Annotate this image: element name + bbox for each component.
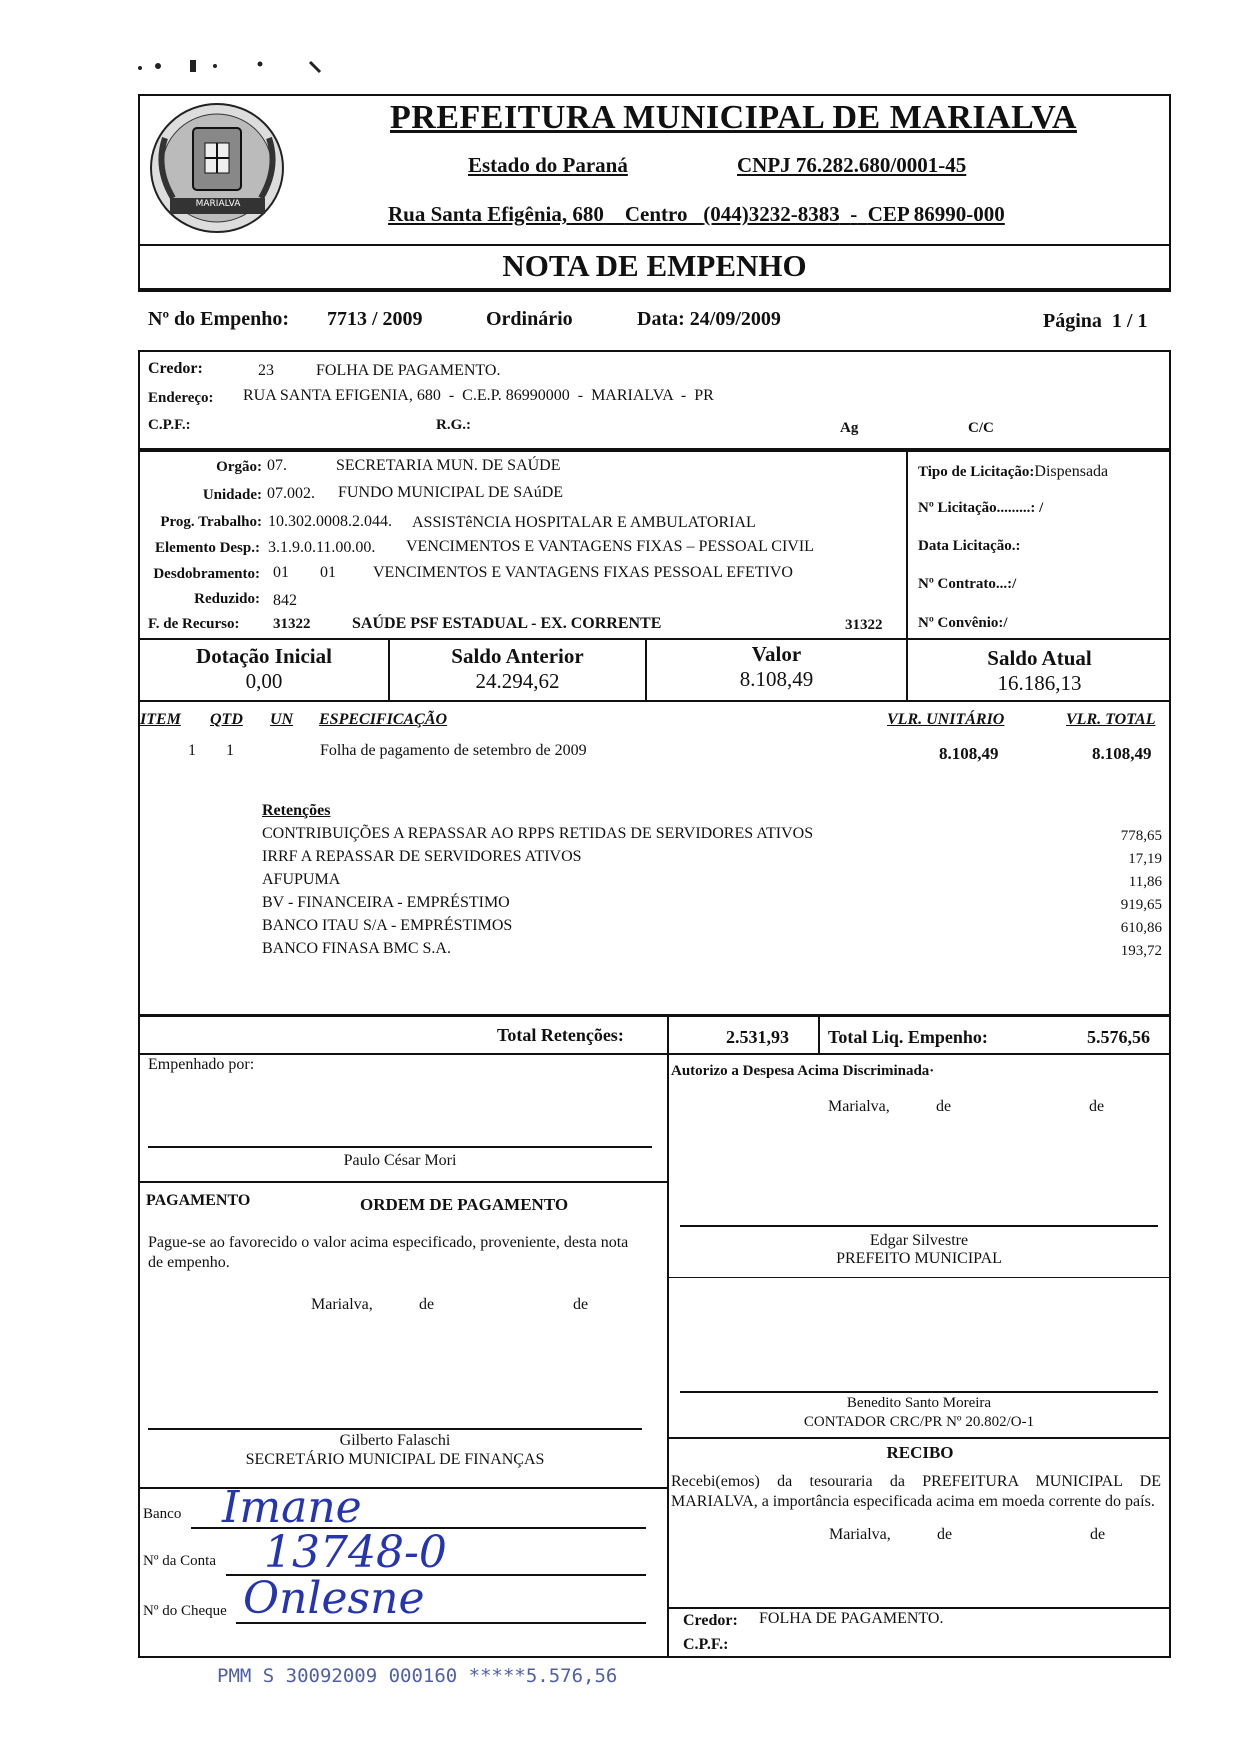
retencao-row: CONTRIBUIÇÕES A REPASSAR AO RPPS RETIDAS DE SERVIDORES ATIVOS 778,65: [262, 825, 1162, 844]
cnpj: CNPJ 76.282.680/0001-45: [737, 153, 967, 177]
page-title: PREFEITURA MUNICIPAL DE MARIALVA: [390, 99, 1077, 136]
totals-box: [138, 1015, 1171, 1055]
autorizo-de-2: de: [1089, 1098, 1105, 1115]
credor-code: 23: [258, 362, 274, 379]
retencao-row: BANCO FINASA BMC S.A. 193,72: [262, 940, 1162, 959]
prog-name: ASSISTêNCIA HOSPITALAR E AMBULATORIAL: [412, 514, 756, 531]
pagamento-label: PAGAMENTO: [146, 1192, 251, 1209]
item-total-value: 8.108,49: [1092, 744, 1152, 763]
desdob-a: 01: [273, 564, 289, 581]
desdob-name: VENCIMENTOS E VANTAGENS FIXAS PESSOAL EFETIVO: [373, 564, 793, 581]
licitacao-numero: Nº Licitação.........: /: [918, 500, 1044, 516]
state-name: Estado do Paraná: [468, 153, 628, 177]
prefeito-name: Edgar Silvestre: [869, 1232, 969, 1249]
recibo-credor-label: Credor:: [683, 1612, 738, 1629]
retencao-row: BV - FINANCEIRA - EMPRÉSTIMO 919,65: [262, 894, 1162, 913]
dotacao-cell: [140, 644, 388, 694]
retencoes-list: [262, 825, 1162, 963]
recibo-credor: FOLHA DE PAGAMENTO.: [759, 1610, 944, 1627]
elemento-code: 3.1.9.0.11.00.00.: [268, 539, 376, 556]
unidade-code: 07.002.: [267, 485, 315, 502]
prog-code: 10.302.0008.2.044.: [268, 513, 392, 530]
seal-text: MARIALVA: [195, 199, 241, 209]
pagamento-de-2: de: [573, 1296, 589, 1313]
item-unit-value: 8.108,49: [939, 744, 999, 763]
orgao-label: Orgão:: [216, 459, 262, 475]
elemento-name: VENCIMENTOS E VANTAGENS FIXAS – PESSOAL CIVIL: [406, 538, 814, 555]
dotacao-value: 0,00: [245, 669, 283, 693]
desdob-b: 01: [320, 564, 336, 581]
unidade-label: Unidade:: [202, 487, 262, 503]
unidade-name: FUNDO MUNICIPAL DE SAúDE: [338, 484, 564, 501]
retencao-row: IRRF A REPASSAR DE SERVIDORES ATIVOS 17,19: [262, 848, 1162, 867]
credor-address: RUA SANTA EFIGENIA, 680 - C.E.P. 86990000 - MARIALVA - PR: [243, 387, 714, 404]
licitacao-data: Data Licitação.:: [918, 538, 1021, 554]
document-title: NOTA DE EMPENHO: [502, 248, 807, 283]
orgao-name: SECRETARIA MUN. DE SAÚDE: [336, 457, 561, 474]
saldo-anterior-value: 24.294,62: [475, 669, 560, 693]
address-label: Endereço:: [148, 390, 214, 406]
conta-handwritten: 13748-0: [264, 1527, 447, 1578]
valor-value: 8.108,49: [739, 667, 814, 691]
banco-label: Banco: [143, 1506, 182, 1522]
pagamento-text: Pague-se ao favorecido o valor acima especificado, proveniente, desta nota de empenho.: [148, 1234, 629, 1271]
contador-title: CONTADOR CRC/PR Nº 20.802/O-1: [803, 1414, 1035, 1430]
autorizo-city: Marialva,: [828, 1098, 890, 1115]
reduzido: 842: [273, 592, 297, 609]
recibo-cpf-label: C.P.F.:: [683, 1636, 729, 1653]
orgao-code: 07.: [267, 457, 287, 474]
dotacao-label: Dotação Inicial: [196, 644, 332, 668]
recibo-de-2: de: [1090, 1526, 1106, 1543]
pagamento-city: Marialva,: [311, 1296, 373, 1313]
item-qtd: 1: [226, 742, 234, 759]
saldo-atual-label: Saldo Atual: [987, 646, 1092, 670]
credor-name: FOLHA DE PAGAMENTO.: [316, 362, 501, 379]
ordem-pagamento: ORDEM DE PAGAMENTO: [360, 1195, 569, 1214]
total-retencoes-value: 2.531,93: [726, 1027, 789, 1047]
cc-label: C/C: [968, 420, 994, 436]
elemento-label: Elemento Desp.:: [155, 540, 260, 556]
empenho-label: Nº do Empenho:: [148, 308, 290, 330]
ag-label: Ag: [840, 420, 859, 436]
saldo-anterior-label: Saldo Anterior: [451, 644, 584, 668]
empenhado-label: Empenhado por:: [148, 1056, 255, 1073]
address: Rua Santa Efigênia, 680 Centro (044)3232-8383 - CEP 86990-000: [388, 202, 1005, 226]
col-item: ITEM: [140, 711, 181, 728]
rg-label: R.G.:: [436, 417, 471, 433]
recurso-code-2: 31322: [845, 617, 883, 633]
item-number: 1: [188, 742, 196, 759]
total-liquido-value: 5.576,56: [1087, 1027, 1150, 1047]
retencoes-title: Retenções: [262, 802, 331, 819]
col-qtd: QTD: [210, 711, 243, 728]
empenho-number: 7713 / 2009: [327, 308, 423, 330]
total-liquido-label: Total Liq. Empenho:: [828, 1027, 988, 1047]
retencao-row: AFUPUMA 11,86: [262, 871, 1162, 890]
prefeito-title: PREFEITO MUNICIPAL: [836, 1250, 1002, 1267]
recibo-de-1: de: [937, 1526, 953, 1543]
pagamento-de-1: de: [419, 1296, 435, 1313]
cheque-label: Nº do Cheque: [143, 1603, 227, 1619]
recurso-code: 31322: [273, 616, 311, 632]
credor-label: Credor:: [148, 360, 203, 377]
prog-label: Prog. Trabalho:: [160, 514, 262, 530]
cpf-label: C.P.F.:: [148, 417, 191, 433]
contrato: Nº Contrato...:/: [918, 576, 1017, 592]
recibo-city: Marialva,: [829, 1526, 891, 1543]
saldo-atual-value: 16.186,13: [997, 671, 1082, 695]
item-spec: Folha de pagamento de setembro de 2009: [320, 742, 587, 759]
retencao-row: BANCO ITAU S/A - EMPRÉSTIMOS 610,86: [262, 917, 1162, 936]
saldo-anterior-cell: [390, 644, 645, 694]
empenho-type: Ordinário: [486, 308, 573, 330]
contador-name: Benedito Santo Moreira: [846, 1395, 992, 1411]
licitacao-tipo: Tipo de Licitação:Dispensada: [918, 463, 1109, 480]
page-number: Página 1 / 1: [1043, 310, 1148, 332]
recurso-name: SAÚDE PSF ESTADUAL - EX. CORRENTE: [352, 615, 662, 632]
recurso-label: F. de Recurso:: [148, 616, 240, 632]
banco-handwritten: Imane: [222, 1482, 362, 1533]
reduzido-label: Reduzido:: [194, 591, 260, 607]
col-unit: VLR. UNITÁRIO: [887, 711, 1005, 728]
empenho-date: Data: 24/09/2009: [637, 308, 781, 330]
convenio: Nº Convênio:/: [918, 615, 1008, 631]
saldo-atual-cell: [908, 646, 1171, 696]
valor-label: Valor: [751, 642, 802, 666]
municipal-seal: [145, 98, 290, 238]
conta-label: Nº da Conta: [143, 1553, 216, 1569]
col-un: UN: [270, 711, 294, 728]
secretario-name: Gilberto Falaschi: [339, 1432, 451, 1449]
scan-speckles: [130, 50, 330, 80]
autorizo-text: Autorizo a Despesa Acima Discriminada·: [671, 1063, 935, 1079]
recibo-title: RECIBO: [886, 1443, 954, 1462]
total-retencoes-label: Total Retenções:: [497, 1025, 624, 1045]
col-total: VLR. TOTAL: [1066, 711, 1156, 728]
recibo-text: Recebi(emos) da tesouraria da PREFEITURA MUNICIPAL DE MARIALVA, a importância especificada acima em moeda corrente do país.: [671, 1473, 1161, 1510]
desdob-label: Desdobramento:: [153, 566, 260, 582]
secretario-title: SECRETÁRIO MUNICIPAL DE FINANÇAS: [245, 1451, 545, 1468]
valor-cell: [647, 642, 906, 692]
col-spec: ESPECIFICAÇÃO: [319, 711, 448, 728]
autorizo-de-1: de: [936, 1098, 952, 1115]
bank-stamp: PMM S 30092009 000160 *****5.576,56: [217, 1665, 618, 1687]
cheque-handwritten: Onlesne: [243, 1573, 425, 1624]
empenhado-name: Paulo César Mori: [343, 1152, 457, 1169]
